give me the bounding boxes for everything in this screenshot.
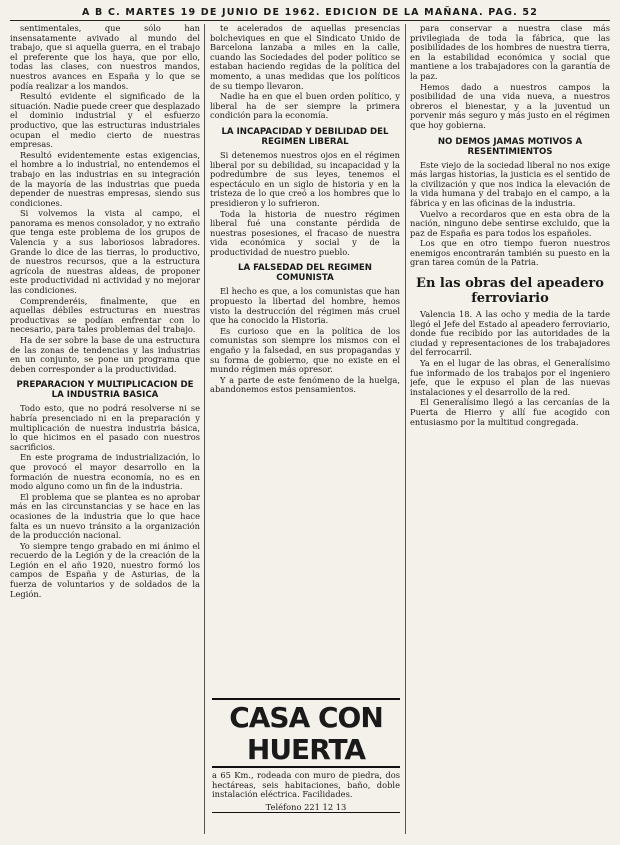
paragraph: Vuelvo a recordaros que en esta obra de la nación, ninguno debe sentirse excluido, que la paz de España es para todos los españoles. bbox=[410, 208, 610, 238]
paragraph: Ya en el lugar de las obras, el Generalísimo fue informado de los trabajos por el ingeniero jefe, que le expuso el plan de las nuevas instalaciones y el desarrollo de la red. bbox=[410, 358, 610, 397]
ad-phone: Teléfono 221 12 13 bbox=[265, 801, 347, 812]
paragraph: Resultó evidente el significado de la situación. Nadie puede creer que desplazado el dominio industrial y el esfuerzo productivo, que las estructuras industriales ocupan el medio cierto de nuestras empresas. bbox=[10, 91, 200, 150]
section-heading: NO DEMOS JAMAS MOTIVOS A RESENTIMIENTOS bbox=[437, 136, 583, 157]
paragraph: Toda la historia de nuestro régimen liberal fué una constante pérdida de nuestras posesiones, el fracaso de nuestra vida económica y social y de la productividad de nuestro pueblo. bbox=[210, 208, 400, 257]
paragraph: Es curioso que en la política de los comunistas son siempre los mismos con el engaño y la falsedad, en sus propagandas y su forma de gobierno, que no existe en el mundo régimen más opresor. bbox=[210, 325, 400, 375]
paragraph: Comprenderéis, finalmente, que en aquellas débiles estructuras en nuestras productivas se podían enfrentar con lo necesario, para tales problemas del trabajo. bbox=[10, 295, 200, 335]
paragraph: para conservar a nuestra clase más privilegiada de toda la fábrica, que las posibilidades de los hombres de nuestra tierra, en la estabilidad económica y social que mantiene a los trabajadores con la garantía de la paz. bbox=[410, 24, 610, 81]
header-rule bbox=[10, 20, 610, 21]
column-divider bbox=[204, 24, 205, 834]
ad-title: CASA CON HUERTA bbox=[212, 702, 400, 768]
ad-body: a 65 Km., rodeada con muro de piedra, dos hectáreas, seis habitaciones, baño, doble instalación eléctrica. Facilidades. bbox=[212, 770, 400, 800]
paragraph: Hemos dado a nuestros campos la posibilidad de una vida nueva, a nuestros obreros el bienestar, y a la juventud un porvenir más seguro y más justo en el régimen que hoy gobierna. bbox=[410, 81, 610, 130]
paragraph: Los que en otro tiempo fueron nuestros enemigos encontrarán también su puesto en la gran tarea común de la Patria. bbox=[410, 238, 610, 268]
paragraph: te acelerados de aquellas presencias bolcheviques en que el Sindicato Unido de Barcelona lanzaba a miles en la calle, cuando las Sociedades del poder político se estaban haciendo regidas de la política del momento, a unas medidas que los políticos de su tiempo llevaron. bbox=[210, 24, 400, 91]
page-header: A B C. MARTES 19 DE JUNIO DE 1962. EDICION DE LA MAÑANA. PAG. 52 bbox=[81, 7, 539, 18]
paragraph: El hecho es que, a los comunistas que han propuesto la libertad del hombre, hemos visto la destrucción del régimen más cruel que ha conocido la Historia. bbox=[210, 286, 400, 326]
paragraph: Nadie ha en que el buen orden político, y liberal ha de ser siempre la primera condición para la economía. bbox=[210, 91, 400, 121]
paragraph: sentimentales, que sólo han insensatamente avivado al mundo del trabajo, que si aquella guerra, en el trabajo el preferente que los haya, que por ello, todas las clases, con nuestros mandos, nuestros avances en España y lo que se podía realizar a los mandos. bbox=[10, 24, 200, 91]
section-heading: PREPARACION Y MULTIPLICACION DE LA INDUSTRIA BASICA bbox=[16, 380, 194, 401]
paragraph: En este programa de industrialización, lo que provocó el mayor desarrollo en la formación de nuestra economía, no es en modo alguno como un fin de la industria. bbox=[10, 452, 200, 492]
paragraph: Si volvemos la vista al campo, el panorama es menos consolador, y no extraño que tenga este problema de los grupos de Valencia y a sus laboriosos labradores. Grande lo dice de las tierras, lo productivo, de nuestros recursos, que a la estructura agrícola de nuestras aldeas, de proponer este productividad ni actividad y no mejorar las condiciones. bbox=[10, 208, 200, 296]
paragraph: Todo esto, que no podrá resolverse ni se habría presenciado ni en la preparación y multiplicación de nuestra industria básica, lo que hicimos en el pasado con nuestros sacrificios. bbox=[10, 403, 200, 452]
paragraph: Este viejo de la sociedad liberal no nos exige más largas historias, la justicia es el sentido de la civilización y que nos indica la elevación de la vida humana y del trabajo en el campo, a la fábrica y en las oficinas de la industria. bbox=[410, 159, 610, 208]
column-1 bbox=[10, 24, 200, 834]
paragraph: El Generalísimo llegó a las cercanías de la Puerta de Hierro y allí fue acogido con entusiasmo por la multitud congregada. bbox=[410, 397, 610, 427]
section-heading: LA FALSEDAD DEL REGIMEN COMUNISTA bbox=[238, 263, 372, 284]
paragraph: Si detenemos nuestros ojos en el régimen liberal por su debilidad, su incapacidad y la podredumbre de sus leyes, tenemos el espectáculo en un siglo de historia y en la tristeza de lo que creó a los hombres que lo presidieron y lo sufrieron. bbox=[210, 149, 400, 208]
paragraph: Yo siempre tengo grabado en mi ánimo el recuerdo de la Legión y de la creación de la Legión en el año 1920, nuestro formó los campos de España y de Asturias, de la fuerza de voluntarios y de soldados de la Legión. bbox=[10, 540, 200, 599]
classified-ad bbox=[212, 698, 400, 813]
column-2 bbox=[210, 24, 400, 694]
paragraph: Ha de ser sobre la base de una estructura de las zonas de tendencias y las industrias en un conjunto, se pone un programa que deben corresponder a la productividad. bbox=[10, 335, 200, 374]
article-headline: En las obras del apeadero ferroviario bbox=[416, 276, 604, 307]
paragraph: Y a parte de este fenómeno de la huelga, abandonemos estos pensamientos. bbox=[210, 374, 400, 395]
paragraph: El problema que se plantea es no aprobar más en las circunstancias y se hace en las ocasiones de la industria que lo que hace falta es un nuevo tránsito a la organización de la producción nacional. bbox=[10, 491, 200, 541]
section-heading: LA INCAPACIDAD Y DEBILIDAD DEL REGIMEN LIBERAL bbox=[221, 126, 389, 147]
column-3 bbox=[410, 24, 610, 834]
column-divider bbox=[405, 24, 406, 834]
paragraph: Resultó evidentemente estas exigencias, el hombre a lo industrial, no entendemos el trabajo en las industrias en su integración de la mayoría de las industrias que pueda depender de nuestras empresas, siendo sus condiciones. bbox=[10, 149, 200, 208]
paragraph: Valencia 18. A las ocho y media de la tarde llegó el Jefe del Estado al apeadero ferroviario, donde fue recibido por las autoridades de la ciudad y representaciones de los trabajadores del ferrocarril. bbox=[410, 309, 610, 358]
